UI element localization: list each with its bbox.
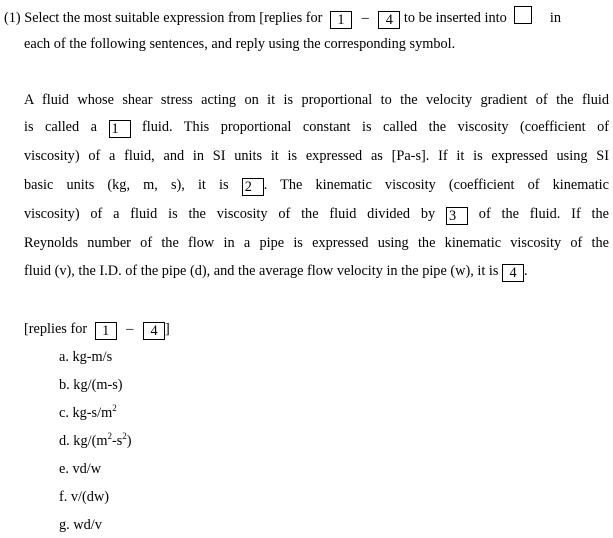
question-intro-line1 <box>4 6 561 29</box>
blank-box-2: 2 <box>242 178 264 196</box>
dash: – <box>361 10 369 26</box>
blank-box-1: 1 <box>330 11 352 29</box>
paragraph-line-3: viscosity) of a fluid, and in SI units it is expressed as [Pa-s]. If it is expressed using SI <box>24 148 609 164</box>
blank-box-4: 4 <box>143 322 165 340</box>
option-c: c. $kg-s/m^2$ <box>59 403 117 421</box>
blank-box-4: 4 <box>502 264 524 282</box>
option-g: g. wd/v <box>59 517 102 533</box>
paragraph-line-4: basic units (kg, m, s), it is 2 . The kinematic viscosity (coefficient of kinematic <box>24 177 609 195</box>
question-number: (1) <box>4 10 21 26</box>
intro-text-c: in <box>549 10 562 26</box>
paragraph-line-5: viscosity) of a fluid is the viscosity of the fluid divided by 3 of the fluid. If the <box>24 206 609 224</box>
paragraph-line-2: is called a 1 fluid. This proportional constant is called the viscosity (coefficient of <box>24 119 609 137</box>
blank-box-1: 1 <box>109 120 131 138</box>
replies-header: [replies for 1 – 4 ] <box>24 321 170 339</box>
option-d: d. $kg/(m^2-s^2)$ <box>59 431 132 449</box>
blank-box-4: 4 <box>378 11 400 29</box>
intro-text-b: to be inserted into <box>403 10 507 26</box>
option-f: f. v/(dw) <box>59 489 110 505</box>
blank-box-1: 1 <box>95 322 117 340</box>
option-b: b. kg/(m-s) <box>59 377 123 393</box>
paragraph-line-1: A fluid whose shear stress acting on it is proportional to the velocity gradient of the fluid <box>24 92 609 108</box>
question-intro-line2: each of the following sentences, and reply using the corresponding symbol. <box>24 36 456 52</box>
option-a: a. kg-m/s <box>59 349 113 365</box>
paragraph-line-6: Reynolds number of the flow in a pipe is expressed using the kinematic viscosity of the <box>24 235 609 251</box>
option-e: e. vd/w <box>59 461 102 477</box>
blank-box-empty <box>514 6 532 24</box>
blank-box-3: 3 <box>446 207 468 225</box>
intro-text-a: Select the most suitable expression from [replies for <box>24 10 323 26</box>
paragraph-line-7: fluid (v), the I.D. of the pipe (d), and the average flow velocity in the pipe (w), it is 4 . <box>24 263 528 281</box>
